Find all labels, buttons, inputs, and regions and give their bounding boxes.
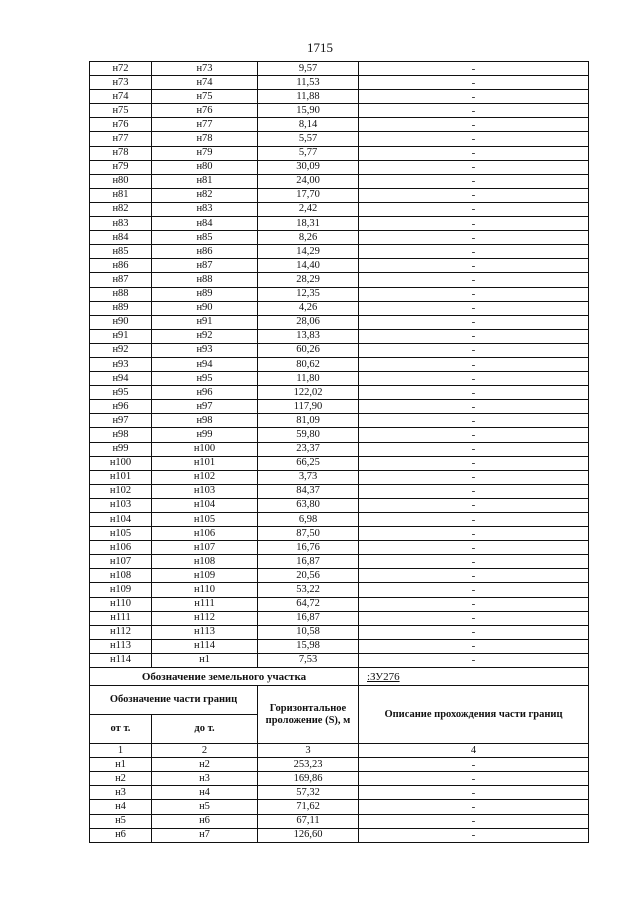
- distance-cell: 53,22: [258, 583, 359, 597]
- table-row: [90, 118, 589, 132]
- point-to-cell: н100: [152, 442, 258, 456]
- table-row: [90, 386, 589, 400]
- point-to-cell: н108: [152, 555, 258, 569]
- distance-cell: 7,53: [258, 653, 359, 667]
- distance-cell: 5,57: [258, 132, 359, 146]
- point-from-cell: н87: [90, 273, 152, 287]
- point-from-cell: н86: [90, 259, 152, 273]
- point-to-cell: н88: [152, 273, 258, 287]
- table-row: [90, 513, 589, 527]
- point-to-cell: н1: [152, 653, 258, 667]
- part-label-header: Обозначение части границ: [90, 686, 258, 715]
- point-from-cell: н110: [90, 597, 152, 611]
- boundary-rows-section-1: [90, 62, 589, 668]
- table-row: [90, 400, 589, 414]
- distance-cell: 64,72: [258, 597, 359, 611]
- point-to-cell: н3: [152, 772, 258, 786]
- description-cell: -: [359, 132, 589, 146]
- point-from-cell: н89: [90, 301, 152, 315]
- distance-cell: 67,11: [258, 814, 359, 828]
- point-to-cell: н82: [152, 188, 258, 202]
- point-from-cell: н4: [90, 800, 152, 814]
- distance-cell: 60,26: [258, 343, 359, 357]
- point-from-cell: н72: [90, 62, 152, 76]
- description-cell: -: [359, 146, 589, 160]
- point-from-cell: н108: [90, 569, 152, 583]
- point-to-cell: н75: [152, 90, 258, 104]
- table-row: [90, 90, 589, 104]
- description-cell: -: [359, 786, 589, 800]
- point-to-cell: н101: [152, 456, 258, 470]
- description-cell: -: [359, 484, 589, 498]
- point-to-cell: н79: [152, 146, 258, 160]
- distance-cell: 17,70: [258, 188, 359, 202]
- point-from-cell: н81: [90, 188, 152, 202]
- point-to-cell: н78: [152, 132, 258, 146]
- point-to-cell: н89: [152, 287, 258, 301]
- table-row: [90, 555, 589, 569]
- distance-cell: 66,25: [258, 456, 359, 470]
- description-cell: -: [359, 160, 589, 174]
- description-cell: -: [359, 828, 589, 842]
- description-cell: -: [359, 597, 589, 611]
- point-to-cell: н76: [152, 104, 258, 118]
- description-cell: -: [359, 498, 589, 512]
- point-to-cell: н111: [152, 597, 258, 611]
- point-to-cell: н87: [152, 259, 258, 273]
- distance-cell: 8,14: [258, 118, 359, 132]
- column-number-2: 2: [152, 744, 258, 758]
- page-number: 1715: [307, 40, 333, 55]
- description-cell: -: [359, 653, 589, 667]
- point-from-cell: н2: [90, 772, 152, 786]
- point-from-cell: н84: [90, 231, 152, 245]
- distance-cell: 12,35: [258, 287, 359, 301]
- description-cell: -: [359, 456, 589, 470]
- point-from-cell: н1: [90, 758, 152, 772]
- point-from-cell: н76: [90, 118, 152, 132]
- point-to-cell: н97: [152, 400, 258, 414]
- point-from-cell: н94: [90, 372, 152, 386]
- point-from-cell: н5: [90, 814, 152, 828]
- description-cell: -: [359, 301, 589, 315]
- description-cell: -: [359, 188, 589, 202]
- table-row: [90, 625, 589, 639]
- boundary-rows-section-2: [90, 758, 589, 843]
- point-from-cell: н83: [90, 217, 152, 231]
- distance-cell: 169,86: [258, 772, 359, 786]
- point-from-cell: н104: [90, 513, 152, 527]
- description-cell: -: [359, 273, 589, 287]
- point-to-cell: н98: [152, 414, 258, 428]
- distance-cell: 30,09: [258, 160, 359, 174]
- table-row: [90, 231, 589, 245]
- point-from-cell: н114: [90, 653, 152, 667]
- table-row: [90, 498, 589, 512]
- distance-cell: 117,90: [258, 400, 359, 414]
- distance-cell: 59,80: [258, 428, 359, 442]
- table-row: [90, 814, 589, 828]
- point-from-cell: н109: [90, 583, 152, 597]
- description-cell: -: [359, 639, 589, 653]
- point-from-cell: н90: [90, 315, 152, 329]
- description-cell: -: [359, 569, 589, 583]
- point-to-cell: н4: [152, 786, 258, 800]
- distance-cell: 28,29: [258, 273, 359, 287]
- distance-cell: 23,37: [258, 442, 359, 456]
- description-cell: -: [359, 583, 589, 597]
- description-cell: -: [359, 414, 589, 428]
- point-from-cell: н88: [90, 287, 152, 301]
- point-from-cell: н113: [90, 639, 152, 653]
- table-row: [90, 62, 589, 76]
- point-to-cell: н105: [152, 513, 258, 527]
- point-to-cell: н99: [152, 428, 258, 442]
- table-row: [90, 76, 589, 90]
- point-to-cell: н92: [152, 329, 258, 343]
- distance-cell: 80,62: [258, 357, 359, 371]
- point-from-cell: н96: [90, 400, 152, 414]
- point-to-cell: н73: [152, 62, 258, 76]
- table-row: [90, 202, 589, 216]
- point-from-cell: н99: [90, 442, 152, 456]
- table-row: [90, 442, 589, 456]
- table-row: [90, 800, 589, 814]
- table-row: [90, 456, 589, 470]
- point-to-cell: н95: [152, 372, 258, 386]
- column-number-3: 3: [258, 744, 359, 758]
- table-row: [90, 217, 589, 231]
- table-row: [90, 583, 589, 597]
- column-number-4: 4: [359, 744, 589, 758]
- point-to-cell: н81: [152, 174, 258, 188]
- point-to-cell: н74: [152, 76, 258, 90]
- description-cell: -: [359, 372, 589, 386]
- point-to-cell: н7: [152, 828, 258, 842]
- description-cell: -: [359, 513, 589, 527]
- description-cell: -: [359, 611, 589, 625]
- distance-cell: 122,02: [258, 386, 359, 400]
- table-row: [90, 786, 589, 800]
- point-from-cell: н103: [90, 498, 152, 512]
- description-cell: -: [359, 400, 589, 414]
- table-row: [90, 470, 589, 484]
- point-to-cell: н96: [152, 386, 258, 400]
- table-row: [90, 372, 589, 386]
- description-cell: -: [359, 118, 589, 132]
- point-from-cell: н100: [90, 456, 152, 470]
- table-row: [90, 146, 589, 160]
- distance-cell: 11,53: [258, 76, 359, 90]
- plot-header-section: [90, 668, 589, 758]
- point-from-cell: н78: [90, 146, 152, 160]
- point-to-cell: н109: [152, 569, 258, 583]
- table-row: [90, 273, 589, 287]
- table-row: [90, 343, 589, 357]
- s-label-header: Горизонтальное проложение (S), м: [258, 686, 359, 744]
- distance-cell: 2,42: [258, 202, 359, 216]
- distance-cell: 16,87: [258, 555, 359, 569]
- table-row: [90, 484, 589, 498]
- distance-cell: 5,77: [258, 146, 359, 160]
- description-cell: -: [359, 814, 589, 828]
- table-row: [90, 414, 589, 428]
- point-from-cell: н77: [90, 132, 152, 146]
- description-cell: -: [359, 442, 589, 456]
- distance-cell: 57,32: [258, 786, 359, 800]
- table-row: [90, 160, 589, 174]
- distance-cell: 84,37: [258, 484, 359, 498]
- table-row: [90, 828, 589, 842]
- distance-cell: 16,76: [258, 541, 359, 555]
- description-cell: -: [359, 343, 589, 357]
- description-cell: -: [359, 541, 589, 555]
- point-to-cell: н86: [152, 245, 258, 259]
- table-row: [90, 527, 589, 541]
- point-to-cell: н93: [152, 343, 258, 357]
- point-from-cell: н92: [90, 343, 152, 357]
- table-row: [90, 132, 589, 146]
- point-to-cell: н94: [152, 357, 258, 371]
- distance-cell: 20,56: [258, 569, 359, 583]
- distance-cell: 15,90: [258, 104, 359, 118]
- distance-cell: 16,87: [258, 611, 359, 625]
- distance-cell: 13,83: [258, 329, 359, 343]
- distance-cell: 253,23: [258, 758, 359, 772]
- point-from-cell: н112: [90, 625, 152, 639]
- distance-cell: 81,09: [258, 414, 359, 428]
- description-cell: -: [359, 90, 589, 104]
- description-cell: -: [359, 62, 589, 76]
- point-from-cell: н91: [90, 329, 152, 343]
- table-row: [90, 653, 589, 667]
- description-cell: -: [359, 527, 589, 541]
- distance-cell: 18,31: [258, 217, 359, 231]
- distance-cell: 87,50: [258, 527, 359, 541]
- table-row: [90, 541, 589, 555]
- description-cell: -: [359, 315, 589, 329]
- description-cell: -: [359, 386, 589, 400]
- point-to-cell: н112: [152, 611, 258, 625]
- description-cell: -: [359, 202, 589, 216]
- description-cell: -: [359, 217, 589, 231]
- point-to-cell: н77: [152, 118, 258, 132]
- distance-cell: 24,00: [258, 174, 359, 188]
- column-number-1: 1: [90, 744, 152, 758]
- distance-cell: 11,88: [258, 90, 359, 104]
- point-from-cell: н82: [90, 202, 152, 216]
- point-to-cell: н85: [152, 231, 258, 245]
- point-from-cell: н98: [90, 428, 152, 442]
- description-cell: -: [359, 245, 589, 259]
- point-to-cell: н103: [152, 484, 258, 498]
- point-from-cell: н79: [90, 160, 152, 174]
- point-from-cell: н95: [90, 386, 152, 400]
- distance-cell: 8,26: [258, 231, 359, 245]
- point-to-cell: н110: [152, 583, 258, 597]
- description-cell: -: [359, 772, 589, 786]
- point-to-cell: н90: [152, 301, 258, 315]
- distance-cell: 4,26: [258, 301, 359, 315]
- point-to-cell: н104: [152, 498, 258, 512]
- distance-cell: 15,98: [258, 639, 359, 653]
- table-row: [90, 428, 589, 442]
- desc-label-header: Описание прохождения части границ: [359, 686, 589, 744]
- point-from-cell: н3: [90, 786, 152, 800]
- point-from-cell: н74: [90, 90, 152, 104]
- point-from-cell: н97: [90, 414, 152, 428]
- boundary-table: [89, 61, 589, 843]
- point-to-cell: н6: [152, 814, 258, 828]
- description-cell: -: [359, 555, 589, 569]
- distance-cell: 14,29: [258, 245, 359, 259]
- point-to-cell: н113: [152, 625, 258, 639]
- table-row: [90, 329, 589, 343]
- point-to-cell: н107: [152, 541, 258, 555]
- distance-cell: 3,73: [258, 470, 359, 484]
- point-to-cell: н102: [152, 470, 258, 484]
- distance-cell: 10,58: [258, 625, 359, 639]
- distance-cell: 71,62: [258, 800, 359, 814]
- point-to-cell: н106: [152, 527, 258, 541]
- description-cell: -: [359, 800, 589, 814]
- table-row: [90, 104, 589, 118]
- table-row: [90, 287, 589, 301]
- point-from-cell: н73: [90, 76, 152, 90]
- table-row: [90, 639, 589, 653]
- distance-cell: 9,57: [258, 62, 359, 76]
- distance-cell: 14,40: [258, 259, 359, 273]
- distance-cell: 28,06: [258, 315, 359, 329]
- point-to-cell: н91: [152, 315, 258, 329]
- point-from-cell: н105: [90, 527, 152, 541]
- description-cell: -: [359, 287, 589, 301]
- description-cell: -: [359, 428, 589, 442]
- point-to-cell: н114: [152, 639, 258, 653]
- description-cell: -: [359, 76, 589, 90]
- table-row: [90, 758, 589, 772]
- distance-cell: 6,98: [258, 513, 359, 527]
- point-to-cell: н5: [152, 800, 258, 814]
- table-row: [90, 772, 589, 786]
- table-row: [90, 597, 589, 611]
- table-row: [90, 357, 589, 371]
- table-row: [90, 245, 589, 259]
- point-from-cell: н106: [90, 541, 152, 555]
- plot-label: Обозначение земельного участка: [90, 668, 359, 686]
- table-row: [90, 569, 589, 583]
- distance-cell: 63,80: [258, 498, 359, 512]
- table-row: [90, 301, 589, 315]
- table-row: [90, 188, 589, 202]
- table-row: [90, 315, 589, 329]
- point-from-cell: н102: [90, 484, 152, 498]
- table-row: [90, 611, 589, 625]
- description-cell: -: [359, 758, 589, 772]
- description-cell: -: [359, 625, 589, 639]
- point-from-cell: н75: [90, 104, 152, 118]
- point-to-cell: н84: [152, 217, 258, 231]
- description-cell: -: [359, 357, 589, 371]
- distance-cell: 11,80: [258, 372, 359, 386]
- plot-value: :ЗУ276: [359, 668, 589, 686]
- point-from-cell: н80: [90, 174, 152, 188]
- description-cell: -: [359, 329, 589, 343]
- description-cell: -: [359, 231, 589, 245]
- description-cell: -: [359, 259, 589, 273]
- description-cell: -: [359, 174, 589, 188]
- from-label-header: от т.: [90, 715, 152, 744]
- point-from-cell: н101: [90, 470, 152, 484]
- distance-cell: 126,60: [258, 828, 359, 842]
- point-to-cell: н2: [152, 758, 258, 772]
- point-from-cell: н85: [90, 245, 152, 259]
- point-from-cell: н111: [90, 611, 152, 625]
- point-from-cell: н93: [90, 357, 152, 371]
- point-to-cell: н80: [152, 160, 258, 174]
- description-cell: -: [359, 470, 589, 484]
- to-label-header: до т.: [152, 715, 258, 744]
- table-row: [90, 259, 589, 273]
- description-cell: -: [359, 104, 589, 118]
- table-row: [90, 174, 589, 188]
- point-to-cell: н83: [152, 202, 258, 216]
- point-from-cell: н107: [90, 555, 152, 569]
- point-from-cell: н6: [90, 828, 152, 842]
